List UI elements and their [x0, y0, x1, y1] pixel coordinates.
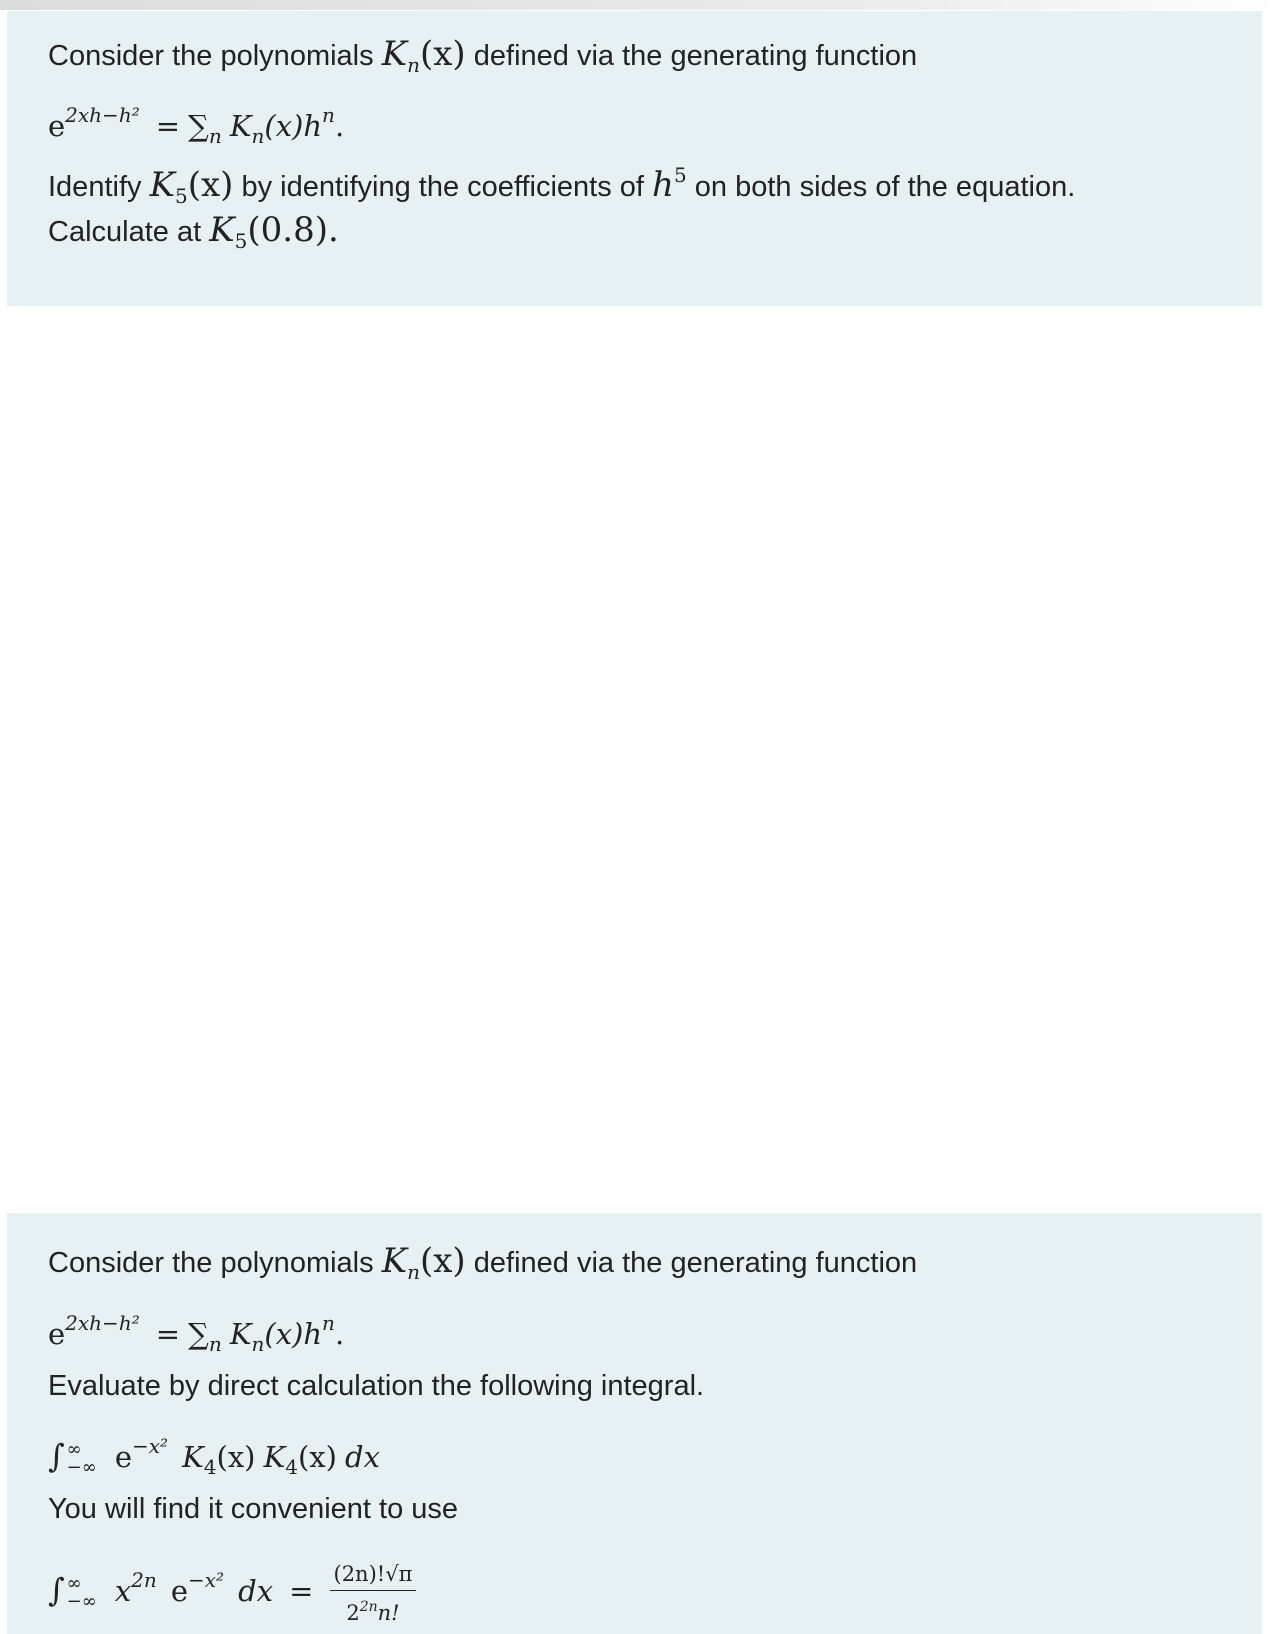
k-n-symbol: $K_n(x)$ [381, 34, 466, 77]
question-card-2 [7, 1213, 1262, 1634]
k5-symbol: $K_5(x)$ [149, 165, 234, 208]
generating-function-formula: $e^{2xh-h^2} = \sum_n$ $K_n(x)h^n$. [48, 103, 345, 148]
calculate-line: Calculate at $K_5(0.8)$. [48, 210, 339, 253]
intro-text: Consider the polynomials [48, 40, 374, 72]
integral-formula: ∫ ∞ −∞ $e^{-x^2}$ $K_4(x)$ $K_4(x)$ dx [48, 1434, 380, 1479]
top-shadow-bar [0, 0, 1277, 10]
evaluate-line: Evaluate by direct calculation the following integral. [48, 1370, 705, 1402]
generating-function-formula: $e^{2xh-h^2} = \sum_n$ $K_n(x)h^n$. [48, 1311, 345, 1356]
k5-value-expression: $K_5(0.8)$. [209, 210, 339, 253]
intro-line [48, 36, 917, 83]
question-card-1 [7, 11, 1262, 306]
intro-rest: defined via the generating function [473, 1247, 918, 1279]
intro-line [48, 1243, 917, 1290]
k-n-symbol: $K_n(x)$ [381, 1241, 466, 1284]
intro-text: Consider the polynomials [48, 1247, 374, 1279]
identify-line: Identify $K_5(x)$ by identifying the coefficients of $h^5$ on both sides of the equation. [48, 163, 1076, 208]
h5-symbol: $h^5$ [652, 163, 687, 205]
hint-formula: ∫ ∞ −∞ $x^{2n}$ $e^{-x^2}$ dx = $\frac{(2n)!√\pi}{2^{2n}n!}$ [48, 1545, 416, 1615]
hint-fraction: $\frac{(2n)!√\pi}{2^{2n}n!}$ [330, 1561, 417, 1626]
intro-rest: defined via the generating function [473, 40, 918, 72]
hint-line: You will find it convenient to use [48, 1493, 459, 1525]
